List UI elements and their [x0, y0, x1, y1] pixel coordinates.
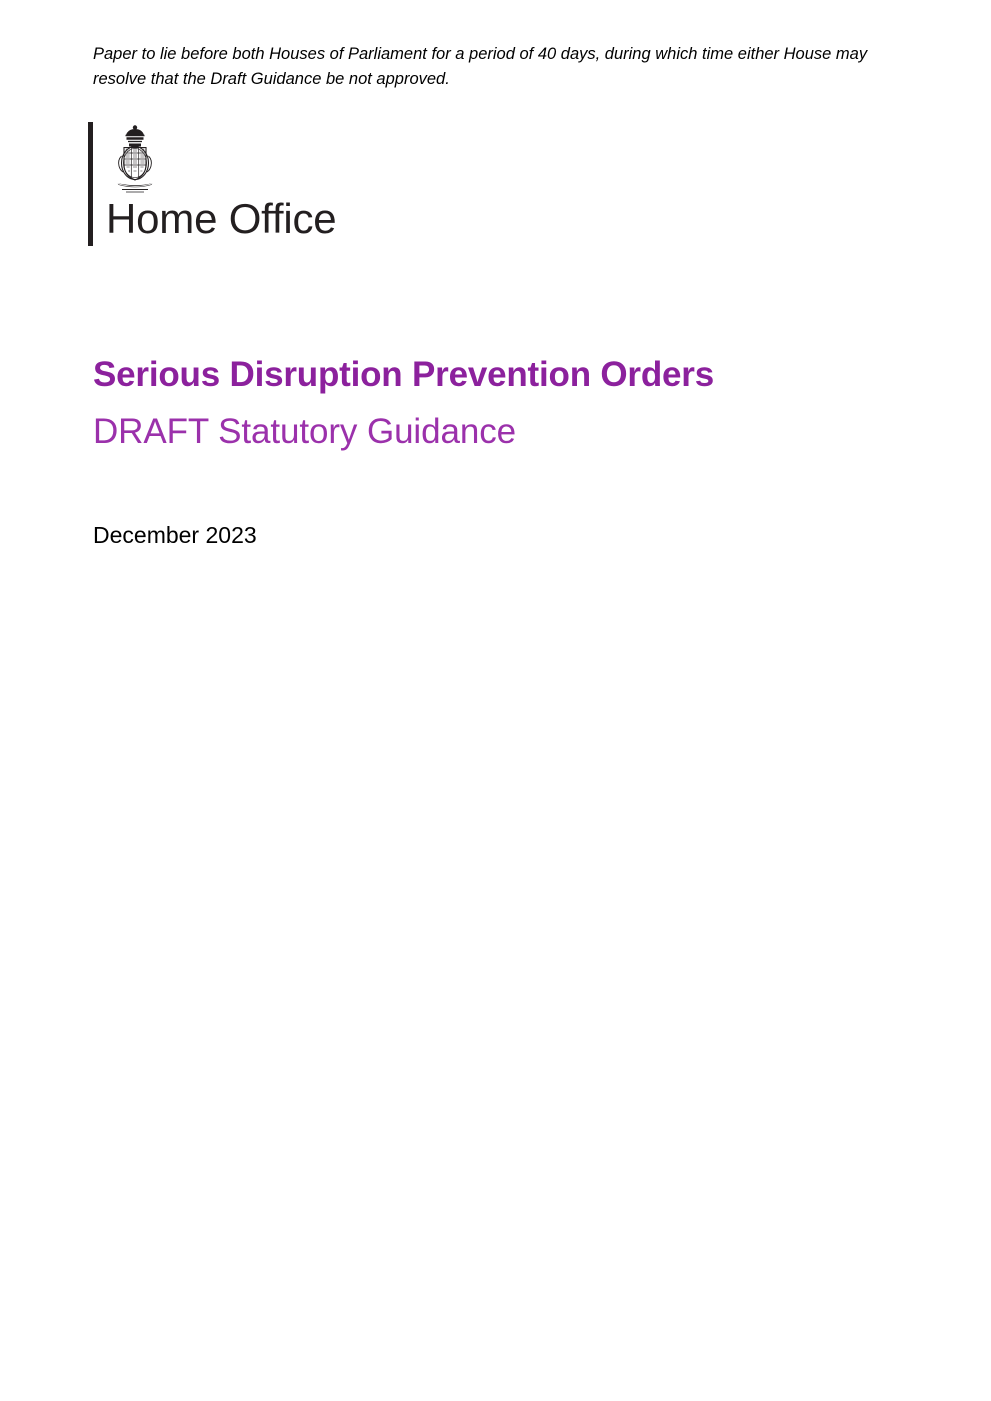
page-title: Serious Disruption Prevention Orders [93, 355, 714, 394]
logo-content [106, 122, 336, 246]
page-subtitle: DRAFT Statutory Guidance [93, 412, 516, 451]
home-office-logo [88, 122, 336, 246]
parliament-note: Paper to lie before both Houses of Parliament for a period of 40 days, during which time either House may resolve that the Draft Guidance be not approved. [93, 45, 868, 88]
royal-crest-icon [108, 122, 162, 194]
home-office-wordmark: Home Office [106, 195, 337, 242]
logo-vertical-rule [88, 122, 93, 246]
publication-date: December 2023 [93, 522, 257, 548]
